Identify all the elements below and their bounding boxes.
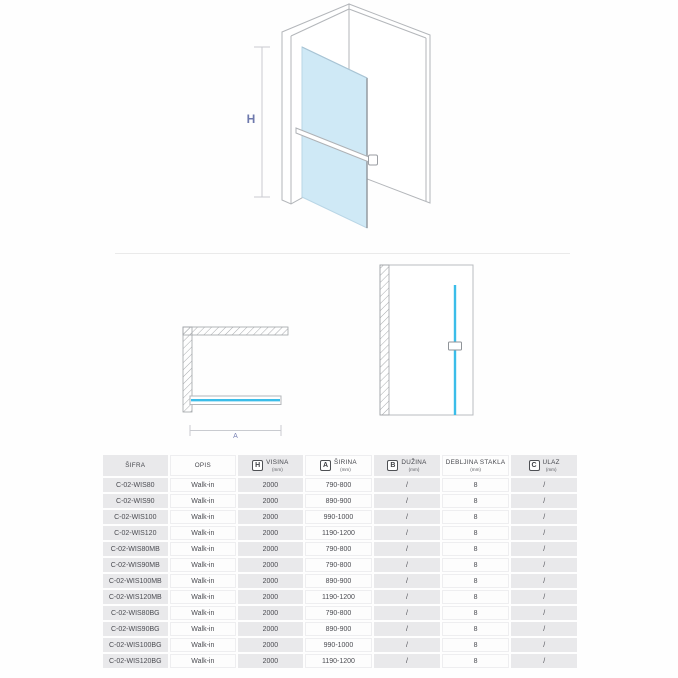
table-cell: 890-900 [305, 494, 373, 508]
table-cell: / [511, 654, 577, 668]
table-row [103, 654, 577, 668]
width-dimension-label: A [233, 433, 238, 440]
column-label-opis: OPIS [194, 461, 211, 469]
table-cell: 2000 [238, 494, 303, 508]
table-cell: 1190-1200 [305, 590, 373, 604]
table-cell: Walk-in [170, 622, 237, 636]
table-cell: / [374, 510, 440, 524]
bar-bracket [369, 155, 378, 165]
table-cell: / [511, 606, 577, 620]
table-cell: / [374, 542, 440, 556]
table-row [103, 494, 577, 508]
table-cell: / [511, 510, 577, 524]
table-cell: 8 [442, 510, 510, 524]
table-cell: / [511, 622, 577, 636]
table-cell: C-02-WIS80 [103, 478, 168, 492]
spec-table-body [103, 478, 577, 668]
front-clamp [449, 342, 462, 350]
front-view-drawing [376, 258, 478, 420]
table-cell: Walk-in [170, 638, 237, 652]
column-header-visina [238, 455, 303, 476]
column-unit-duzina: (mm) [408, 466, 420, 472]
column-header-ulaz [511, 455, 577, 476]
table-cell: 790-800 [305, 542, 373, 556]
table-cell: C-02-WIS120MB [103, 590, 168, 604]
table-cell: 8 [442, 526, 510, 540]
table-cell: / [511, 638, 577, 652]
front-glass-outline [380, 265, 473, 415]
table-cell: 2000 [238, 510, 303, 524]
height-dimension-label: H [246, 112, 256, 126]
table-cell: / [511, 478, 577, 492]
front-wall-strip [380, 265, 389, 415]
column-header-debljina-stakla [442, 455, 510, 476]
table-cell: 8 [442, 542, 510, 556]
table-cell: C-02-WIS120 [103, 526, 168, 540]
table-cell: Walk-in [170, 510, 237, 524]
table-row [103, 542, 577, 556]
table-cell: Walk-in [170, 526, 237, 540]
table-cell: 2000 [238, 606, 303, 620]
column-header-duzina [374, 455, 440, 476]
spec-table [101, 453, 579, 670]
column-header-sirina [305, 455, 373, 476]
top-view-drawing [178, 318, 293, 443]
table-cell: / [511, 494, 577, 508]
column-label-visina: VISINA [266, 458, 289, 466]
column-label-ulaz: ULAZ [542, 458, 560, 466]
dimension-letter-box-h: H [252, 460, 263, 471]
table-cell: 890-900 [305, 574, 373, 588]
table-cell: Walk-in [170, 590, 237, 604]
table-cell: C-02-WIS90BG [103, 622, 168, 636]
column-label-sirina: ŠIRINA [334, 458, 357, 466]
table-cell: 2000 [238, 574, 303, 588]
table-row [103, 638, 577, 652]
table-cell: C-02-WIS120BG [103, 654, 168, 668]
table-cell: / [374, 606, 440, 620]
table-cell: / [374, 478, 440, 492]
table-cell: 1190-1200 [305, 654, 373, 668]
table-cell: 8 [442, 622, 510, 636]
table-cell: 8 [442, 638, 510, 652]
table-cell: C-02-WIS80BG [103, 606, 168, 620]
column-unit-ulaz: (mm) [545, 466, 557, 472]
table-row [103, 558, 577, 572]
table-row [103, 526, 577, 540]
table-cell: / [511, 558, 577, 572]
table-cell: 8 [442, 494, 510, 508]
table-cell: 2000 [238, 638, 303, 652]
table-row [103, 574, 577, 588]
table-header-row [103, 455, 577, 476]
table-cell: / [374, 590, 440, 604]
table-cell: C-02-WIS100BG [103, 638, 168, 652]
column-header-sifra [103, 455, 168, 476]
dimension-letter-box-a: A [320, 460, 331, 471]
column-label-sifra: ŠIFRA [125, 461, 146, 469]
table-cell: 790-800 [305, 478, 373, 492]
table-cell: Walk-in [170, 478, 237, 492]
table-cell: / [374, 558, 440, 572]
section-divider [115, 253, 570, 254]
table-cell: 1190-1200 [305, 526, 373, 540]
table-row [103, 590, 577, 604]
table-row [103, 478, 577, 492]
table-cell: / [374, 654, 440, 668]
column-unit-debljina-stakla: (mm) [470, 466, 481, 472]
table-cell: 890-900 [305, 622, 373, 636]
isometric-drawing [223, 2, 453, 242]
table-cell: 790-800 [305, 606, 373, 620]
table-cell: Walk-in [170, 542, 237, 556]
table-cell: 2000 [238, 590, 303, 604]
table-cell: / [374, 574, 440, 588]
table-cell: 2000 [238, 526, 303, 540]
dimension-letter-box-b: B [387, 460, 398, 471]
table-cell: 8 [442, 574, 510, 588]
table-cell: / [511, 542, 577, 556]
table-cell: / [374, 638, 440, 652]
table-cell: / [374, 494, 440, 508]
table-cell: 990-1000 [305, 638, 373, 652]
table-row [103, 606, 577, 620]
table-cell: 2000 [238, 542, 303, 556]
table-cell: 2000 [238, 558, 303, 572]
table-cell: 8 [442, 654, 510, 668]
column-label-debljina-stakla: DEBLJINA STAKLA [445, 458, 506, 466]
table-cell: / [374, 622, 440, 636]
table-cell: 8 [442, 590, 510, 604]
column-unit-sirina: (mm) [340, 466, 351, 472]
table-cell: Walk-in [170, 494, 237, 508]
column-label-duzina: DUŽINA [401, 458, 427, 466]
table-cell: 8 [442, 558, 510, 572]
plan-top-wall [183, 327, 288, 335]
table-cell: C-02-WIS80MB [103, 542, 168, 556]
column-header-opis [170, 455, 237, 476]
column-unit-visina: (mm) [272, 466, 283, 472]
table-cell: 8 [442, 478, 510, 492]
table-row [103, 622, 577, 636]
table-cell: 2000 [238, 654, 303, 668]
table-cell: Walk-in [170, 654, 237, 668]
table-row [103, 510, 577, 524]
table-cell: 790-800 [305, 558, 373, 572]
table-cell: / [511, 590, 577, 604]
table-cell: 8 [442, 606, 510, 620]
table-cell: Walk-in [170, 606, 237, 620]
table-cell: C-02-WIS90MB [103, 558, 168, 572]
table-cell: C-02-WIS100MB [103, 574, 168, 588]
table-cell: C-02-WIS100 [103, 510, 168, 524]
table-cell: Walk-in [170, 558, 237, 572]
table-cell: / [374, 526, 440, 540]
dimension-letter-box-c: C [529, 460, 540, 471]
table-cell: 2000 [238, 622, 303, 636]
table-cell: Walk-in [170, 574, 237, 588]
table-cell: 2000 [238, 478, 303, 492]
table-cell: / [511, 574, 577, 588]
table-cell: C-02-WIS90 [103, 494, 168, 508]
table-cell: / [511, 526, 577, 540]
table-cell: 990-1000 [305, 510, 373, 524]
